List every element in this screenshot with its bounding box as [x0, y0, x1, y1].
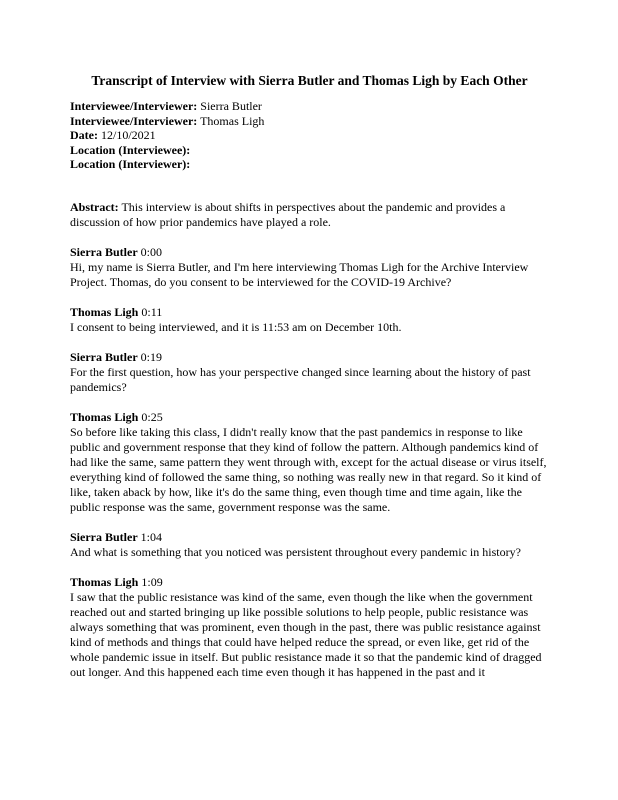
metadata-label: Location (Interviewer):: [70, 157, 191, 172]
entry-text: I saw that the public resistance was kind of the same, even though the like when the government reached out and started bringing up like possible solutions to help people, public resistance was always something that was prominent, even though in the past, there was public resistance against kind of methods and things that could have helped reduce the spread, or even like, get rid of the whole pandemic issue in itself. But public resistance made it so that the pandemic kind of dragged out longer. And this happened each time even though it has happened in the past and it: [70, 589, 542, 679]
document-content: [70, 72, 549, 695]
metadata-value: Sierra Butler: [200, 99, 262, 113]
speaker-line: [70, 350, 549, 365]
speaker-name: Thomas Ligh: [70, 574, 139, 589]
metadata-label: Interviewee/Interviewer:: [70, 99, 198, 113]
metadata-line: [70, 143, 549, 158]
entry-text: And what is something that you noticed was persistent throughout every pandemic in history?: [70, 544, 521, 559]
entry-text: For the first question, how has your perspective changed since learning about the history of past pandemics?: [70, 364, 531, 394]
metadata-block: [70, 99, 549, 172]
speaker-line: [70, 245, 549, 260]
transcript-entry: [70, 245, 549, 290]
speaker-line: [70, 530, 549, 545]
transcript-entry: [70, 350, 549, 395]
speaker-timestamp: 1:04: [140, 529, 162, 544]
speaker-name: Thomas Ligh: [70, 304, 139, 319]
speaker-timestamp: 0:11: [141, 304, 163, 319]
speaker-timestamp: 0:25: [141, 409, 163, 424]
transcript-entry: [70, 530, 549, 560]
speaker-timestamp: 0:00: [140, 244, 162, 259]
transcript-entry: [70, 575, 549, 680]
abstract-label: Abstract:: [70, 199, 119, 214]
entry-text: So before like taking this class, I didn't really know that the past pandemics in response to like public and government response that they kind of follow the pattern. Although pandemics kind of had like the same, same pattern they went through with, except for the actual disease or virus itself, everything kind of followed the same thing, so nothing was really new in that regard. So it kind of like, taken aback by how, like it's do the same thing, even though time and time again, like the public response was the same, government response was the same.: [70, 424, 547, 514]
transcript-entry: [70, 410, 549, 515]
abstract: [70, 200, 549, 230]
entry-text: I consent to being interviewed, and it is 11:53 am on December 10th.: [70, 319, 402, 334]
metadata-value: 12/10/2021: [100, 128, 156, 143]
metadata-line: [70, 157, 549, 172]
speaker-timestamp: 1:09: [141, 574, 163, 589]
page-title: Transcript of Interview with Sierra Butler and Thomas Ligh by Each Other: [91, 73, 528, 88]
metadata-label: Interviewee/Interviewer:: [70, 113, 198, 128]
abstract-text: This interview is about shifts in perspectives about the pandemic and provides a discussion of how prior pandemics have played a role.: [70, 199, 506, 229]
entry-text: Hi, my name is Sierra Butler, and I'm here interviewing Thomas Ligh for the Archive Interview Project. Thomas, do you consent to be interviewed for the COVID-19 Archive?: [70, 259, 529, 289]
speaker-name: Thomas Ligh: [70, 409, 139, 424]
metadata-value: Thomas Ligh: [200, 113, 265, 128]
speaker-timestamp: 0:19: [140, 349, 162, 364]
metadata-label: Location (Interviewee):: [70, 142, 191, 157]
transcript-entry: [70, 305, 549, 335]
speaker-line: [70, 305, 549, 320]
metadata-label: Date:: [70, 128, 98, 143]
speaker-name: Sierra Butler: [70, 244, 138, 259]
metadata-line: [70, 128, 549, 143]
speaker-name: Sierra Butler: [70, 529, 138, 544]
speaker-name: Sierra Butler: [70, 349, 138, 364]
speaker-line: [70, 575, 549, 590]
metadata-line: [70, 99, 549, 114]
metadata-line: [70, 114, 549, 129]
speaker-line: [70, 410, 549, 425]
